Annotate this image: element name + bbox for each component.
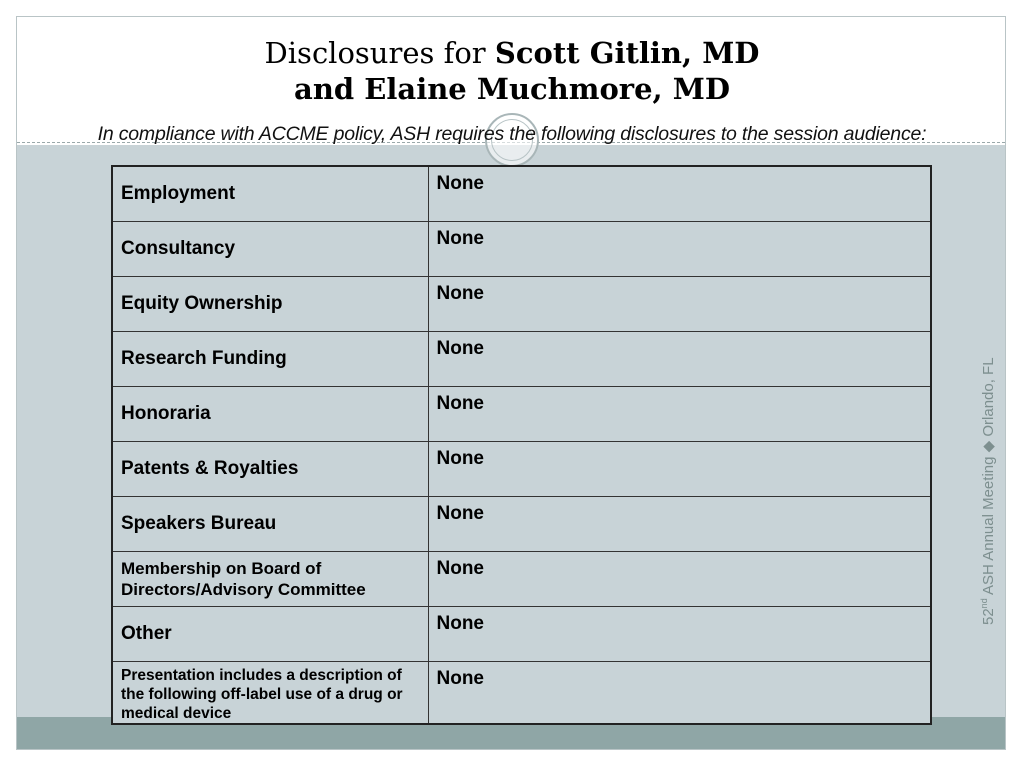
disclosures-table bbox=[111, 165, 932, 725]
title-prefix: Disclosures for bbox=[264, 36, 495, 70]
meeting-number: 52 bbox=[980, 608, 997, 625]
slide-title bbox=[17, 35, 1006, 107]
category-cell: Membership on Board of Directors/Advisory Committee bbox=[112, 551, 428, 606]
category-cell: Honoraria bbox=[112, 386, 428, 441]
value-cell: None bbox=[428, 606, 931, 661]
table-row bbox=[112, 276, 931, 331]
value-cell: None bbox=[428, 496, 931, 551]
meeting-side-text bbox=[979, 357, 997, 625]
category-cell: Patents & Royalties bbox=[112, 441, 428, 496]
value-cell: None bbox=[428, 221, 931, 276]
table-row bbox=[112, 551, 931, 606]
table-row bbox=[112, 386, 931, 441]
table-row bbox=[112, 661, 931, 724]
category-cell: Other bbox=[112, 606, 428, 661]
value-cell: None bbox=[428, 441, 931, 496]
value-cell: None bbox=[428, 551, 931, 606]
table-row bbox=[112, 441, 931, 496]
meeting-location: Orlando, FL bbox=[980, 357, 997, 441]
value-cell: None bbox=[428, 386, 931, 441]
category-cell: Speakers Bureau bbox=[112, 496, 428, 551]
table-row bbox=[112, 606, 931, 661]
category-cell: Presentation includes a description of the following off-label use of a drug or medical device bbox=[112, 661, 428, 724]
value-cell: None bbox=[428, 276, 931, 331]
title-line1: Scott Gitlin, MD bbox=[494, 36, 760, 70]
table-row bbox=[112, 221, 931, 276]
slide bbox=[16, 16, 1006, 750]
category-cell: Research Funding bbox=[112, 331, 428, 386]
title-line2: and Elaine Muchmore, MD bbox=[294, 72, 730, 106]
table-row bbox=[112, 166, 931, 221]
table-row bbox=[112, 496, 931, 551]
slide-subtitle: In compliance with ACCME policy, ASH requires the following disclosures to the session audience: bbox=[97, 123, 927, 145]
value-cell: None bbox=[428, 331, 931, 386]
category-cell: Equity Ownership bbox=[112, 276, 428, 331]
meeting-number-suffix: nd bbox=[979, 598, 989, 609]
meeting-side-label bbox=[979, 357, 999, 625]
category-cell: Consultancy bbox=[112, 221, 428, 276]
category-cell: Employment bbox=[112, 166, 428, 221]
value-cell: None bbox=[428, 661, 931, 724]
diamond-icon: ◆ bbox=[980, 440, 997, 453]
table-row bbox=[112, 331, 931, 386]
meeting-name: ASH Annual Meeting bbox=[980, 452, 997, 599]
value-cell: None bbox=[428, 166, 931, 221]
